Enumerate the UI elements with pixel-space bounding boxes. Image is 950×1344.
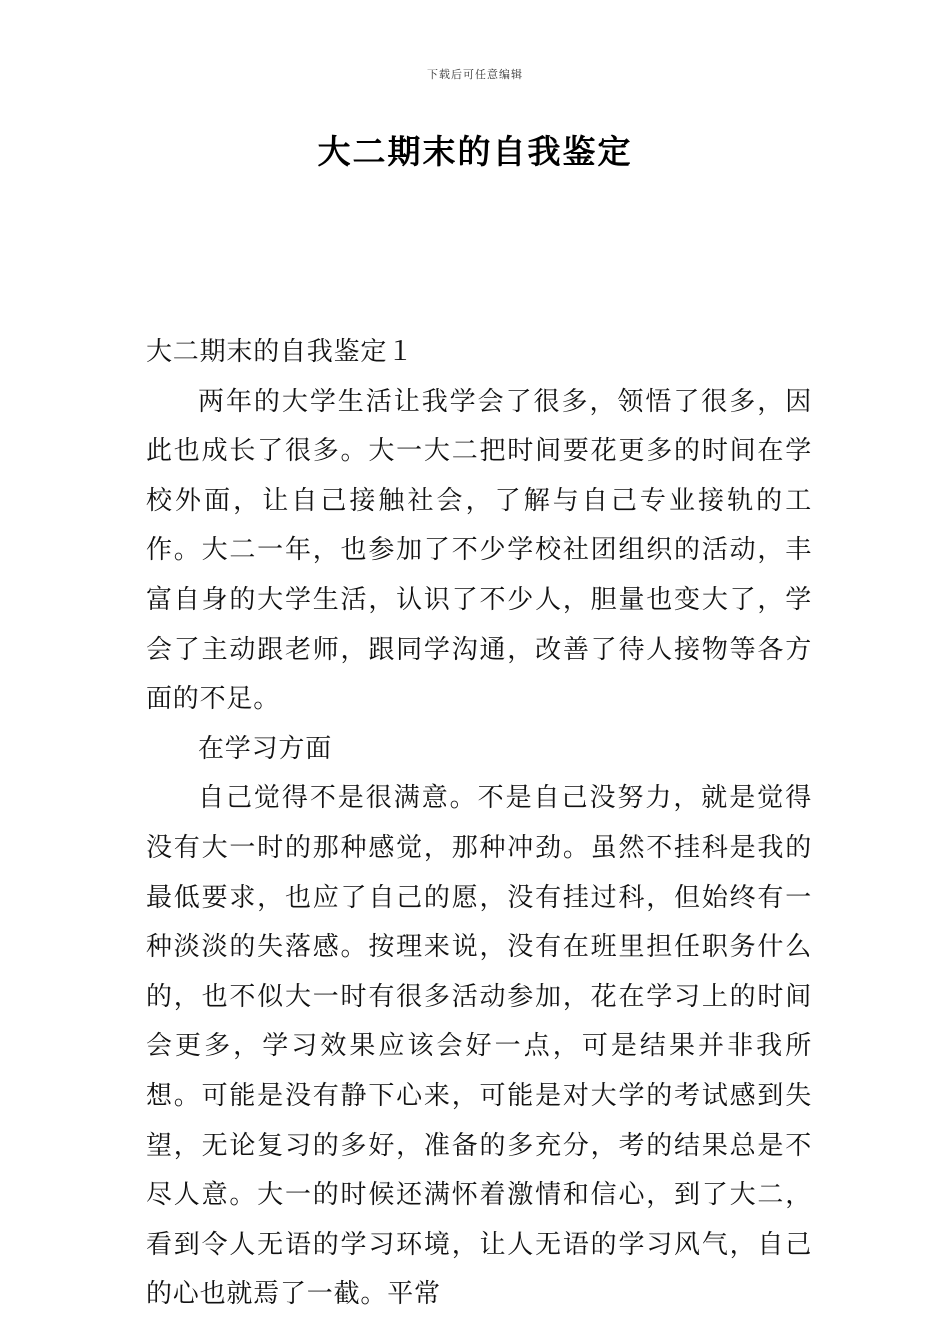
document-title: 大二期末的自我鉴定 xyxy=(317,132,633,171)
section-title: 大二期末的自我鉴定１ xyxy=(146,337,415,367)
paragraph-intro: 两年的大学生活让我学会了很多，领悟了很多，因此也成长了很多。大一大二把时间要花更多的时间在学校外面，让自己接触社会，了解与自己专业接轨的工作。大二一年，也参加了不少学校社团组织的活动，丰富自身的大学生活，认识了不少人，胆量也变大了，学会了主动跟老师，跟同学沟通，改善了待人接物等各方面的不足。 xyxy=(146,386,812,715)
subheading-study: 在学习方面 xyxy=(198,733,333,764)
document-body xyxy=(146,328,812,1320)
header-note: 下载后可任意编辑 xyxy=(427,68,523,81)
paragraph-study: 自己觉得不是很满意。不是自己没努力，就是觉得没有大一时的那种感觉，那种冲劲。虽然不挂科是我的最低要求，也应了自己的愿，没有挂过科，但始终有一种淡淡的失落感。按理来说，没有在班里担任职务什么的，也不似大一时有很多活动参加，花在学习上的时间会更多，学习效果应该会好一点，可是结果并非我所想。可能是没有静下心来，可能是对大学的考试感到失望，无论复习的多好，准备的多充分，考的结果总是不尽人意。大一的时候还满怀着激情和信心，到了大二，看到令人无语的学习环境，让人无语的学习风气，自己的心也就焉了一截。平常 xyxy=(146,783,812,1310)
